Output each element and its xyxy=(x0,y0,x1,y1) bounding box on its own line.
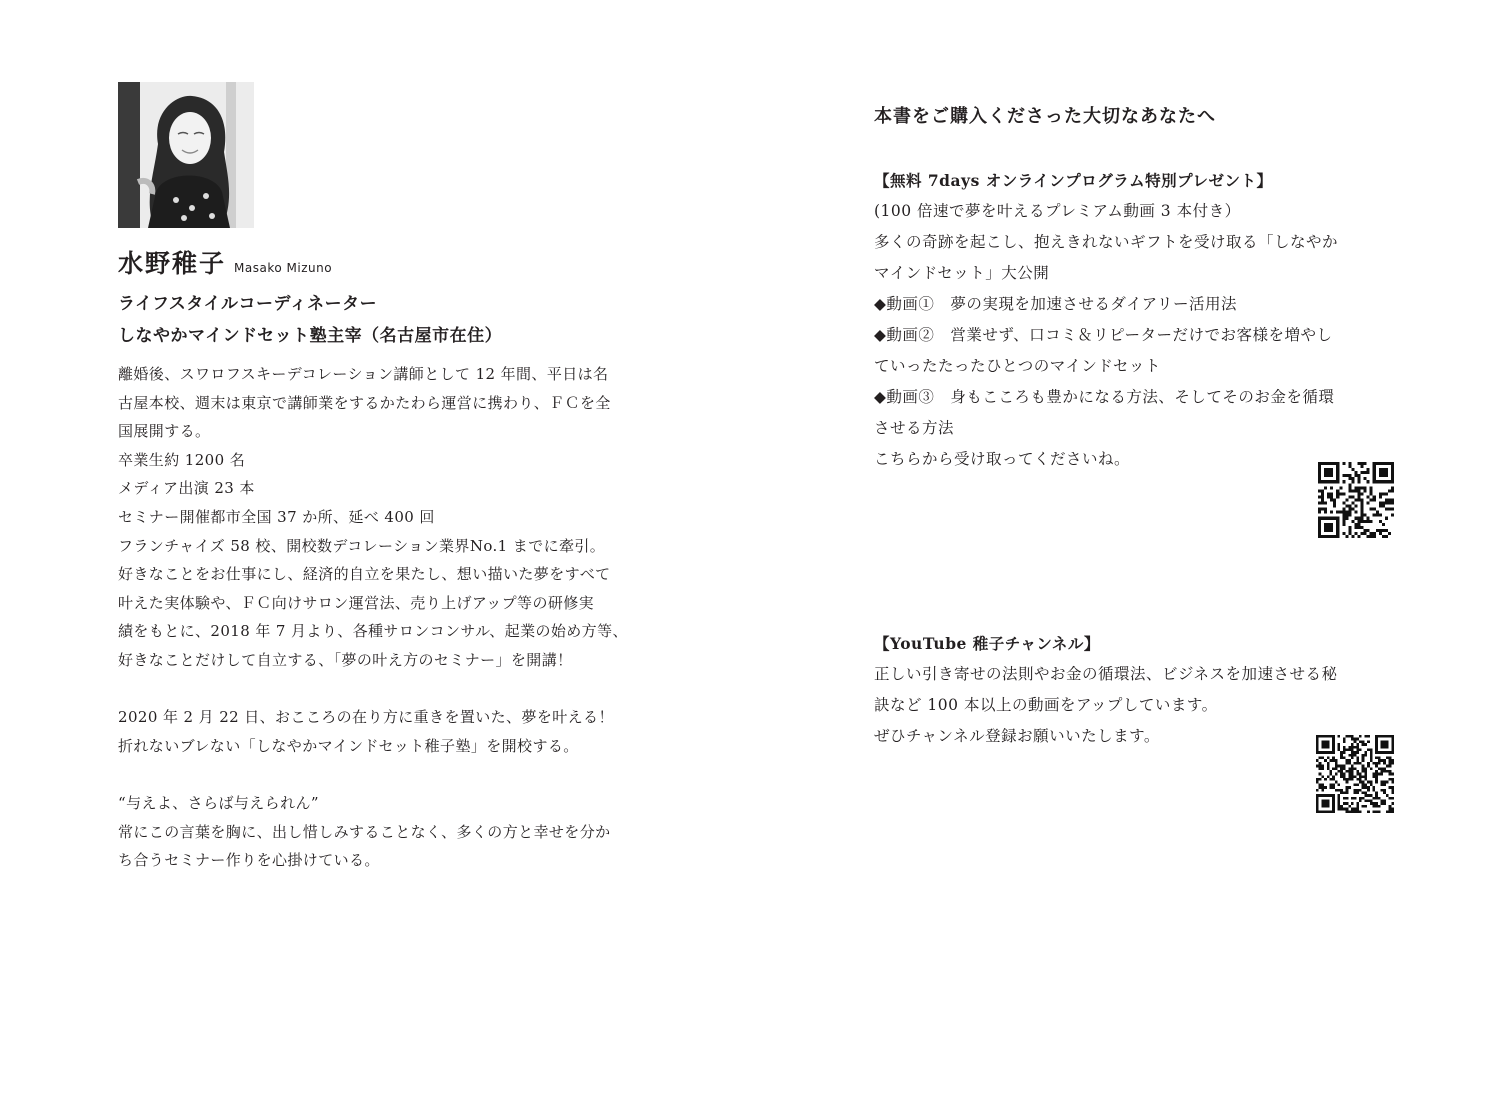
bio-line: 2020 年 2 月 22 日、おこころの在り方に重きを置いた、夢を叶える！ xyxy=(118,708,614,727)
promo-line: こちらから受け取ってくださいね。 xyxy=(874,450,1131,468)
author-portrait-photo xyxy=(118,82,254,228)
bio-line: 折れないブレない「しなやかマインドセット稚子塾」を開校する。 xyxy=(118,736,579,755)
promo-line: マインドセット」大公開 xyxy=(874,264,1050,282)
promo-line: させる方法 xyxy=(874,419,955,437)
bio-line: メディア出演 23 本 xyxy=(118,479,255,498)
right-page xyxy=(756,0,1512,1110)
author-name-english: Masako Mizuno xyxy=(234,261,333,275)
promo-line: (100 倍速で夢を叶えるプレミアム動画 3 本付き） xyxy=(874,202,1241,220)
youtube-qr-code[interactable] xyxy=(1316,735,1394,813)
bio-line: 古屋本校、週末は東京で講師業をするかたわら運営に携わり、ＦＣを全 xyxy=(118,393,611,412)
paragraph-gap xyxy=(118,760,648,789)
author-title-1: ライフスタイルコーディネーター xyxy=(118,294,378,314)
portrait-illustration xyxy=(118,82,254,228)
promo-line: 多くの奇跡を起こし、抱えきれないギフトを受け取る「しなやか xyxy=(874,233,1339,251)
paragraph-gap xyxy=(118,675,648,704)
bio-line: 好きなことだけして自立する、「夢の叶え方のセミナー」を開講！ xyxy=(118,650,573,669)
promo-section xyxy=(874,165,1404,475)
promo-line: ◆動画① 夢の実現を加速させるダイアリー活用法 xyxy=(874,295,1238,313)
qr-code-icon xyxy=(1316,735,1394,813)
bio-line: 離婚後、スワロフスキーデコレーション講師として 12 年間、平日は名 xyxy=(118,365,609,383)
youtube-title: 【YouTube 稚子チャンネル】 xyxy=(874,634,1100,653)
bio-line: 叶えた実体験や、ＦＣ向けサロン運営法、売り上げアップ等の研修実 xyxy=(118,593,595,612)
promo-line: ◆動画③ 身もこころも豊かになる方法、そしてそのお金を循環 xyxy=(874,388,1335,406)
author-name-row xyxy=(118,244,332,280)
qr-code-icon xyxy=(1318,462,1394,538)
author-title-2: しなやかマインドセット塾主宰（名古屋市在住） xyxy=(118,326,503,346)
promo-title: 【無料 7days オンラインプログラム特別プレゼント】 xyxy=(874,171,1273,190)
bio-line: 卒業生約 1200 名 xyxy=(118,450,246,469)
promo-line: ていったたったひとつのマインドセット xyxy=(874,357,1161,375)
bio-line: “与えよ、さらば与えられん” xyxy=(118,793,319,812)
promo-qr-code[interactable] xyxy=(1318,462,1394,538)
bio-line: ち合うセミナー作りを心掛けている。 xyxy=(118,851,380,870)
youtube-line: 訣など 100 本以上の動画をアップしています。 xyxy=(874,696,1218,714)
bio-line: 績をもとに、2018 年 7 月より、各種サロンコンサル、起業の始め方等、 xyxy=(118,622,628,641)
bio-line: セミナー開催都市全国 37 か所、延べ 400 回 xyxy=(118,507,435,526)
youtube-line: ぜひチャンネル登録お願いいたします。 xyxy=(874,727,1160,745)
bio-line: 好きなことをお仕事にし、経済的自立を果たし、想い描いた夢をすべて xyxy=(118,565,611,584)
bio-line: フランチャイズ 58 校、開校数デコレーション業界No.1 までに牽引。 xyxy=(118,536,606,555)
promo-line: ◆動画② 営業せず、口コミ＆リピーターだけでお客様を増やし xyxy=(874,326,1333,344)
author-name-japanese: 水野稚子 xyxy=(118,249,227,278)
youtube-line: 正しい引き寄せの法則やお金の循環法、ビジネスを加速させる秘 xyxy=(874,665,1338,683)
youtube-section xyxy=(874,628,1404,752)
dedication-heading: 本書をご購入くださった大切なあなたへ xyxy=(874,106,1216,127)
bio-line: 国展開する。 xyxy=(118,422,211,441)
author-biography xyxy=(118,360,648,875)
bio-line: 常にこの言葉を胸に、出し惜しみすることなく、多くの方と幸せを分か xyxy=(118,822,611,841)
